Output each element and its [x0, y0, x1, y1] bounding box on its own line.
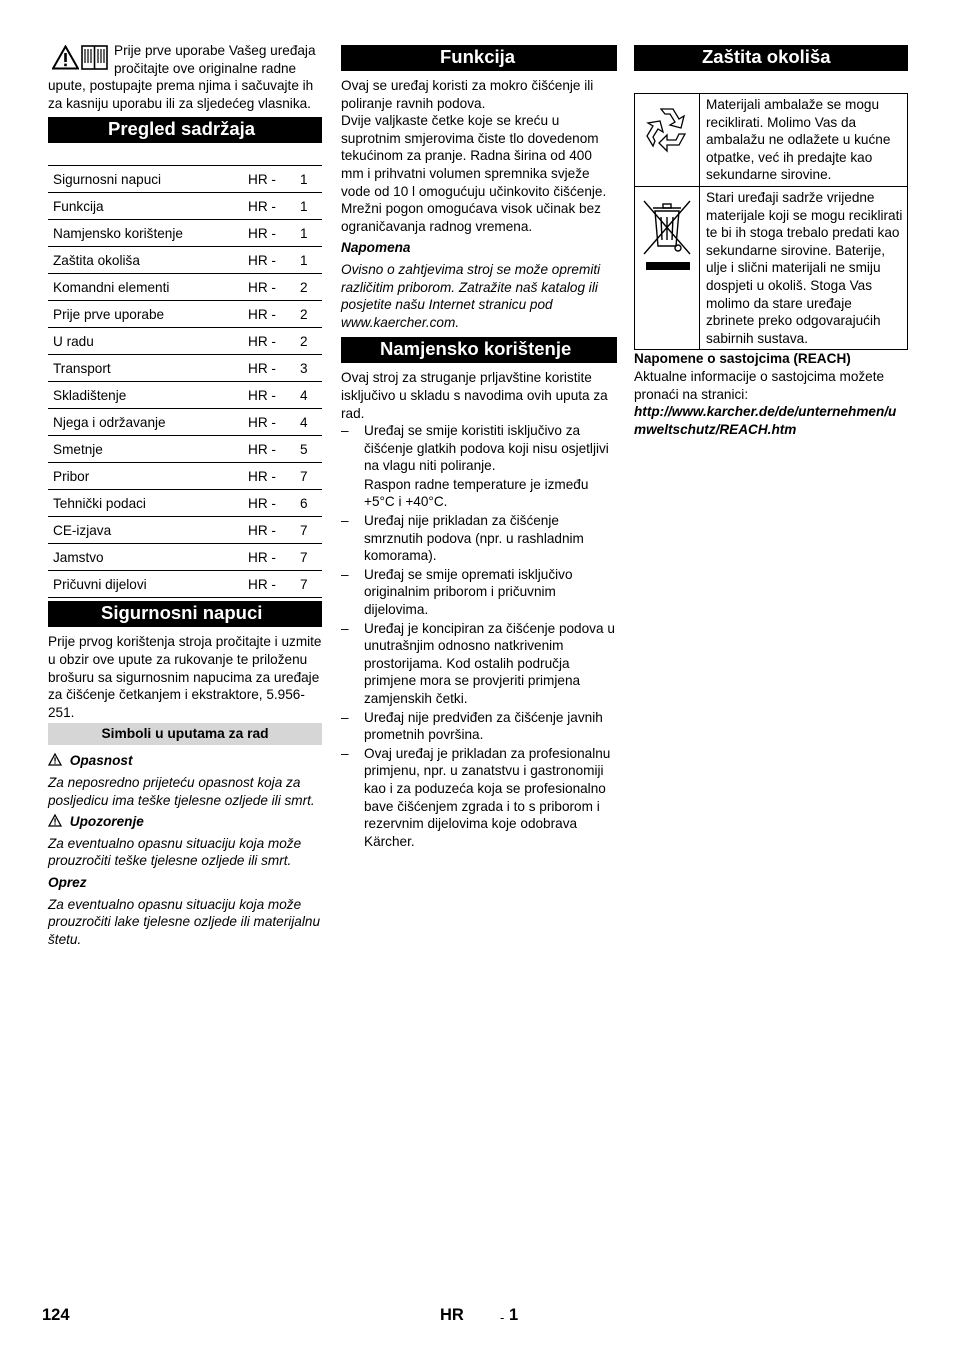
toc-row[interactable]: [48, 571, 322, 598]
toc-row-title: Pričuvni dijelovi: [48, 571, 248, 598]
toc-row-page: 1: [300, 220, 322, 247]
function-p3: Mrežni pogon omogućava visok učinak bez ograničavanja radnog vremena.: [341, 201, 601, 234]
reach-heading: Napomene o sastojcima (REACH): [634, 351, 851, 367]
toc-row-page: 7: [300, 517, 322, 544]
caution-label: Oprez: [48, 874, 87, 890]
weee-icon-cell: [635, 186, 700, 349]
toc-row[interactable]: [48, 355, 322, 382]
list-item: – Uređaj je koncipiran za čišćenje podova u unutrašnjim odnosno natkrivenim prostorijama. Kod ostalih područja primjene mora se provjeriti primjena zamjenskih četki.: [341, 620, 617, 708]
warning-icon: [48, 753, 62, 766]
column-left: [48, 40, 322, 948]
temperature-note: Raspon radne temperature je između +5°C i +40°C.: [364, 476, 589, 510]
warning-label: Upozorenje: [69, 814, 144, 830]
list-item: – Uređaj nije prikladan za čišćenje smrznutih podova (npr. u rashladnim komorama).: [341, 512, 617, 565]
danger-label-row: [48, 752, 322, 770]
intro-text: Prije prve uporabe Vašeg uređaja pročitajte ove originalne radne upute, postupajte prema njima i sačuvajte ih za kasniju uporabu ili za sljedećeg vlasnika.: [48, 43, 316, 111]
toc-row-title: Zaštita okoliša: [48, 247, 248, 274]
list-item: – Uređaj se smije koristiti isključivo za čišćenje glatkih podova koji nisu osjetljivi na vlagu niti poliranje. Raspon radne temperature je između +5°C i +40°C.: [341, 422, 617, 511]
toc-row-code: HR -: [248, 274, 300, 301]
toc-row-page: 1: [300, 193, 322, 220]
toc-row-page: 2: [300, 328, 322, 355]
recycle-text: Materijali ambalaže se mogu reciklirati. Molimo Vas da ambalažu ne odlažete u kućne otpatke, već ih predajte kao sekundarne sirovine.: [700, 94, 908, 187]
footer-separator: -: [500, 1310, 505, 1325]
toc-row-code: HR -: [248, 436, 300, 463]
toc-row[interactable]: [48, 436, 322, 463]
toc-row-title: Funkcija: [48, 193, 248, 220]
toc-row[interactable]: [48, 301, 322, 328]
function-heading: Funkcija: [341, 45, 617, 71]
warning-icon: [52, 45, 79, 70]
intro-block: [48, 42, 322, 112]
footer-sub-page: 1: [509, 1306, 519, 1324]
note-text: Ovisno o zahtjevima stroj se može opremiti različitim priborom. Zatražite naš katalog ili posjetite našu Internet stranicu pod www.kaercher.com.: [341, 261, 601, 330]
toc-row-title: Namjensko korištenje: [48, 220, 248, 247]
toc-row-title: Tehnički podaci: [48, 490, 248, 517]
function-p2: Dvije valjkaste četke koje se kreću u suprotnim smjerovima čiste tlo dovedenom tekućinom za pranje. Radna širina od 400 mm i prihvatni volumen spremnika svježe vode od 10 l omogućuju učinkovito čišćenje.: [341, 113, 607, 199]
toc-row-code: HR -: [248, 544, 300, 571]
toc-row[interactable]: [48, 328, 322, 355]
toc-heading: Pregled sadržaja: [48, 117, 322, 143]
toc-row-page: 1: [300, 166, 322, 193]
intended-use-list: [341, 422, 617, 850]
toc-row-code: HR -: [248, 166, 300, 193]
page-number: 124: [42, 1306, 70, 1324]
toc-row-title: Prije prve uporabe: [48, 301, 248, 328]
recycle-icon-cell: [635, 94, 700, 187]
toc-row-page: 4: [300, 409, 322, 436]
toc-row[interactable]: [48, 274, 322, 301]
toc-row-page: 1: [300, 247, 322, 274]
symbols-subheading: Simboli u uputama za rad: [48, 723, 322, 745]
toc-row[interactable]: [48, 544, 322, 571]
toc-row[interactable]: [48, 193, 322, 220]
toc-row-title: CE-izjava: [48, 517, 248, 544]
toc-row-title: Jamstvo: [48, 544, 248, 571]
danger-text: Za neposredno prijeteću opasnost koja za posljedicu ima teške tjelesne ozljede ili smrt.: [48, 774, 315, 808]
toc-row-code: HR -: [248, 247, 300, 274]
toc-table: [48, 165, 322, 598]
toc-row-code: HR -: [248, 301, 300, 328]
toc-row-title: Sigurnosni napuci: [48, 166, 248, 193]
toc-row-page: 2: [300, 274, 322, 301]
warning-text: Za eventualno opasnu situaciju koja može prouzročiti teške tjelesne ozljede ili smrt.: [48, 835, 302, 869]
table-row: [635, 186, 908, 349]
toc-row[interactable]: [48, 382, 322, 409]
toc-row-title: Njega i održavanje: [48, 409, 248, 436]
toc-row-code: HR -: [248, 463, 300, 490]
toc-row-title: Smetnje: [48, 436, 248, 463]
toc-row-page: 6: [300, 490, 322, 517]
toc-row-page: 5: [300, 436, 322, 463]
toc-row-code: HR -: [248, 517, 300, 544]
toc-row-title: Skladištenje: [48, 382, 248, 409]
toc-row-page: 2: [300, 301, 322, 328]
toc-row-title: Transport: [48, 355, 248, 382]
danger-label: Opasnost: [69, 753, 133, 769]
warning-label-row: [48, 813, 322, 831]
toc-row-page: 4: [300, 382, 322, 409]
function-p1: Ovaj se uređaj koristi za mokro čišćenje ili poliranje ravnih podova.: [341, 78, 594, 111]
toc-row[interactable]: [48, 463, 322, 490]
environment-table: [634, 93, 908, 350]
toc-row[interactable]: [48, 247, 322, 274]
toc-row-page: 3: [300, 355, 322, 382]
toc-row-title: U radu: [48, 328, 248, 355]
list-item: – Uređaj se smije opremati isključivo originalnim priborom i pričuvnim dijelovima.: [341, 566, 617, 619]
toc-row[interactable]: [48, 220, 322, 247]
toc-row-code: HR -: [248, 193, 300, 220]
environment-heading: Zaštita okoliša: [634, 45, 908, 71]
toc-row-code: HR -: [248, 571, 300, 598]
weee-text: Stari uređaji sadrže vrijedne materijale koji se mogu reciklirati te bi ih stoga trebalo predati kao sekundarne sirovine. Baterije, ulje i slični materijali ne smiju dospjeti u okoliš. Stoga Vas molimo da stare uređaje zbrinete preko odgovarajućih sabirnih sustava.: [700, 186, 908, 349]
safety-heading: Sigurnosni napuci: [48, 601, 322, 627]
toc-row-page: 7: [300, 544, 322, 571]
note-label: Napomena: [341, 240, 411, 256]
column-middle: [341, 45, 617, 850]
intended-use-heading: Namjensko korištenje: [341, 337, 617, 363]
toc-row-code: HR -: [248, 382, 300, 409]
reach-text: Aktualne informacije o sastojcima možete pronaći na stranici:: [634, 368, 885, 402]
toc-row-code: HR -: [248, 409, 300, 436]
toc-row-title: Komandni elementi: [48, 274, 248, 301]
reach-link[interactable]: http://www.karcher.de/de/unternehmen/umweltschutz/REACH.htm: [634, 404, 897, 437]
toc-row[interactable]: [48, 490, 322, 517]
crossed-bin-icon: [641, 196, 693, 274]
toc-row[interactable]: [48, 517, 322, 544]
caution-text: Za eventualno opasnu situaciju koja može prouzročiti lake tjelesne ozljede ili materijalnu štetu.: [48, 896, 321, 947]
list-item: – Uređaj nije predviđen za čišćenje javnih prometnih površina.: [341, 709, 617, 744]
toc-row[interactable]: [48, 409, 322, 436]
warning-icon: [48, 814, 62, 827]
toc-row-code: HR -: [248, 220, 300, 247]
toc-row-title: Pribor: [48, 463, 248, 490]
list-item: – Ovaj uređaj je prikladan za profesionalnu primjenu, npr. u zanatstvu i gastronomiji kao i za poduzeća koja se profesionalno bave čišćenjem zgrada i to s priborom i rezervnim dijelovima koje odobrava Kärcher.: [341, 745, 617, 851]
table-row: [635, 94, 908, 187]
recycle-icon: [639, 101, 695, 157]
toc-row[interactable]: [48, 166, 322, 193]
footer-lang: HR: [440, 1306, 464, 1324]
toc-row-code: HR -: [248, 355, 300, 382]
intro-icons: [52, 45, 108, 70]
manual-book-icon: [81, 45, 108, 70]
column-right: [634, 45, 908, 438]
safety-text: Prije prvog korištenja stroja pročitajte i uzmite u obzir ove upute za rukovanje te priloženu brošuru sa sigurnosnim napucima za uređaje za čišćenje četkanjem i ekstraktore, 5.956-251.: [48, 634, 322, 720]
toc-row-code: HR -: [248, 490, 300, 517]
toc-row-page: 7: [300, 463, 322, 490]
toc-row-code: HR -: [248, 328, 300, 355]
toc-row-page: 7: [300, 571, 322, 598]
intended-use-text: Ovaj stroj za struganje prljavštine koristite isključivo u skladu s navodima ovih uputa za rad.: [341, 370, 608, 421]
